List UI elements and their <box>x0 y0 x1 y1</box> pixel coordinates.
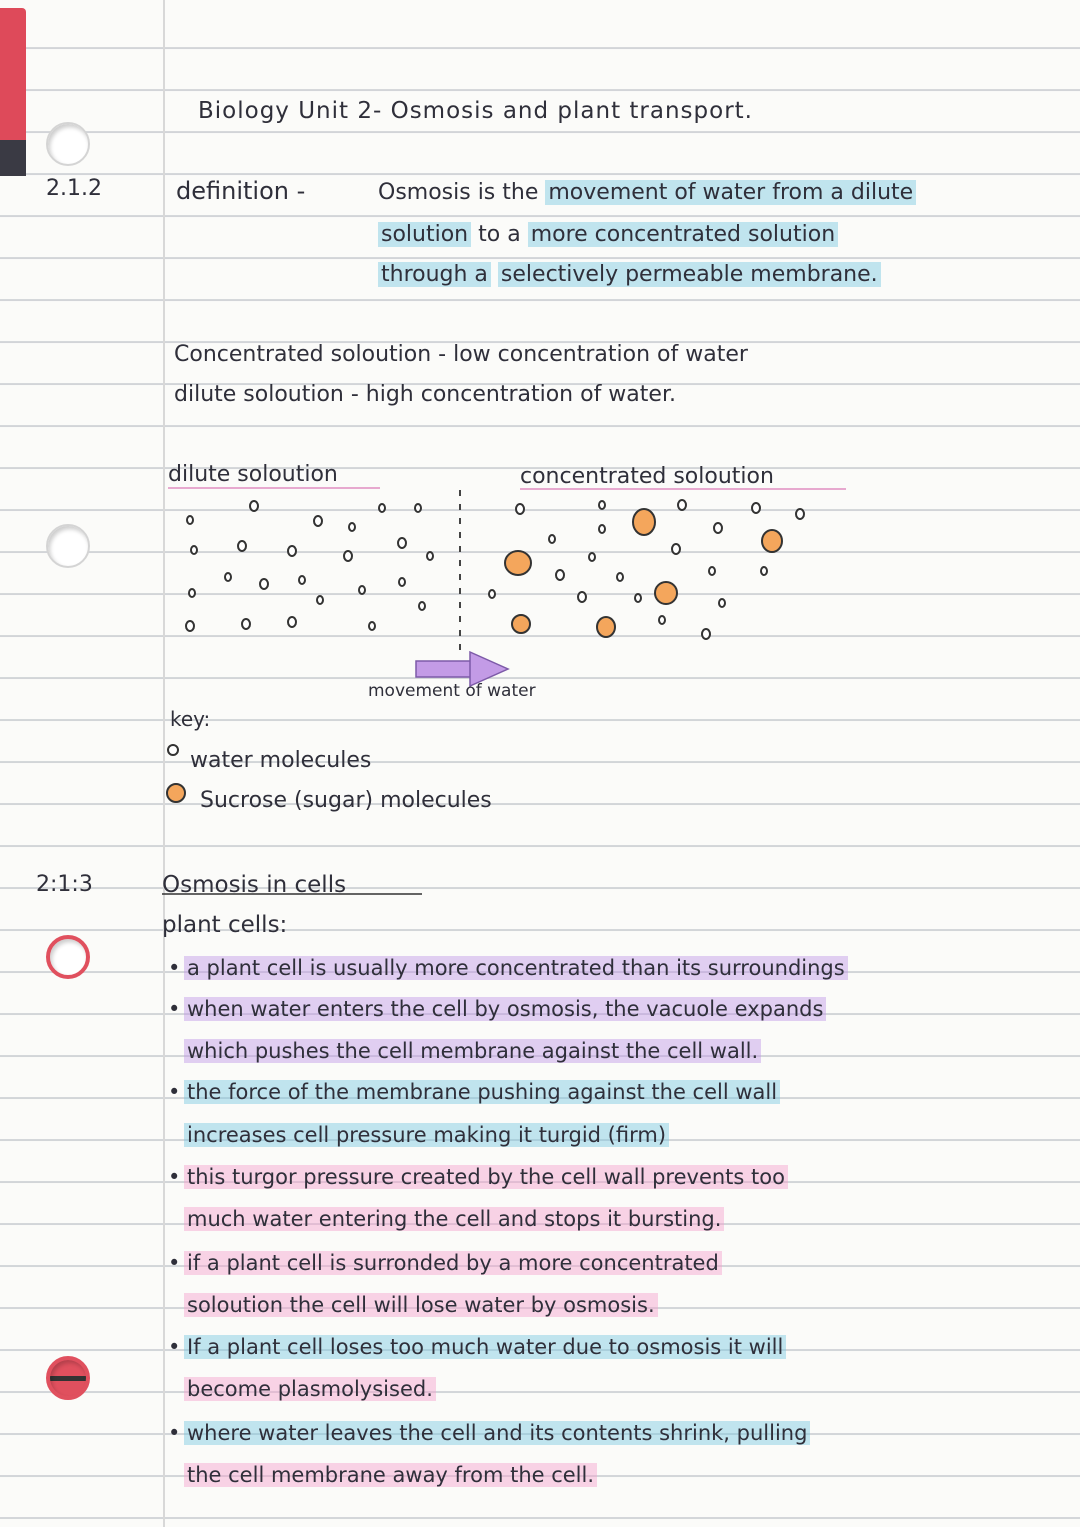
text-line <box>168 1204 724 1234</box>
highlighted-text: more concentrated solution <box>528 222 838 247</box>
highlighted-text: increases cell pressure making it turgid (firm) <box>184 1123 669 1147</box>
bullet-line <box>168 1248 722 1278</box>
text-line <box>168 1374 436 1404</box>
text-line <box>168 1290 658 1320</box>
definition-label: definition - <box>176 177 306 205</box>
section-title: Osmosis in cells <box>162 872 347 898</box>
highlighted-text: become plasmolysised. <box>184 1377 436 1401</box>
bullet-line <box>168 1162 788 1192</box>
section-number: 2:1:3 <box>36 872 93 897</box>
definition-text: Osmosis is the <box>378 180 539 205</box>
highlighted-text: through a <box>378 262 491 287</box>
bullet-line <box>168 1077 780 1107</box>
highlighted-text: selectively permeable membrane. <box>498 262 881 287</box>
water-molecules <box>186 500 804 639</box>
diagram-label-concentrated: concentrated soloution <box>520 464 774 489</box>
highlighted-text: this turgor pressure created by the cell wall prevents too <box>184 1165 788 1189</box>
highlighted-text: solution <box>378 222 471 247</box>
text-line <box>168 1460 597 1490</box>
key-symbols <box>167 745 185 802</box>
concentrated-note: Concentrated soloution - low concentration of water <box>174 342 748 367</box>
highlighted-text: much water entering the cell and stops it bursting. <box>184 1207 724 1231</box>
sucrose-key-symbol <box>167 784 185 802</box>
highlighted-text: If a plant cell loses too much water due to osmosis it will <box>184 1335 786 1359</box>
bullet-line <box>168 1418 810 1448</box>
bullet-line <box>168 994 826 1024</box>
bullet-line <box>168 953 848 983</box>
page-title: Biology Unit 2- Osmosis and plant transport. <box>198 98 753 124</box>
text-line <box>168 1120 669 1150</box>
highlighted-text: the force of the membrane pushing against the cell wall <box>184 1080 780 1104</box>
diagram-label-dilute: dilute soloution <box>168 462 338 487</box>
highlighted-text: soloution the cell will lose water by osmosis. <box>184 1293 658 1317</box>
highlighted-text: the cell membrane away from the cell. <box>184 1463 597 1487</box>
water-key-symbol <box>168 745 178 755</box>
key-sucrose-label: Sucrose (sugar) molecules <box>200 788 492 813</box>
highlighted-text: where water leaves the cell and its contents shrink, pulling <box>184 1421 810 1445</box>
highlighted-text: when water enters the cell by osmosis, the vacuole expands <box>184 997 826 1021</box>
key-title: key: <box>170 707 211 731</box>
arrow-label: movement of water <box>368 681 536 701</box>
highlighted-text: which pushes the cell membrane against the cell wall. <box>184 1039 761 1063</box>
highlighted-text: if a plant cell is surronded by a more concentrated <box>184 1251 722 1275</box>
subsection-title: plant cells: <box>162 912 288 938</box>
highlighted-text: movement of water from a dilute <box>545 180 916 205</box>
bullet-line <box>168 1332 786 1362</box>
sucrose-molecules <box>505 509 782 637</box>
highlighted-text: a plant cell is usually more concentrated than its surroundings <box>184 956 848 980</box>
dilute-note: dilute soloution - high concentration of water. <box>174 382 676 407</box>
definition-text: to a <box>478 222 521 247</box>
text-line <box>168 1036 761 1066</box>
section-number: 2.1.2 <box>46 176 102 201</box>
key-water-label: water molecules <box>190 748 372 773</box>
